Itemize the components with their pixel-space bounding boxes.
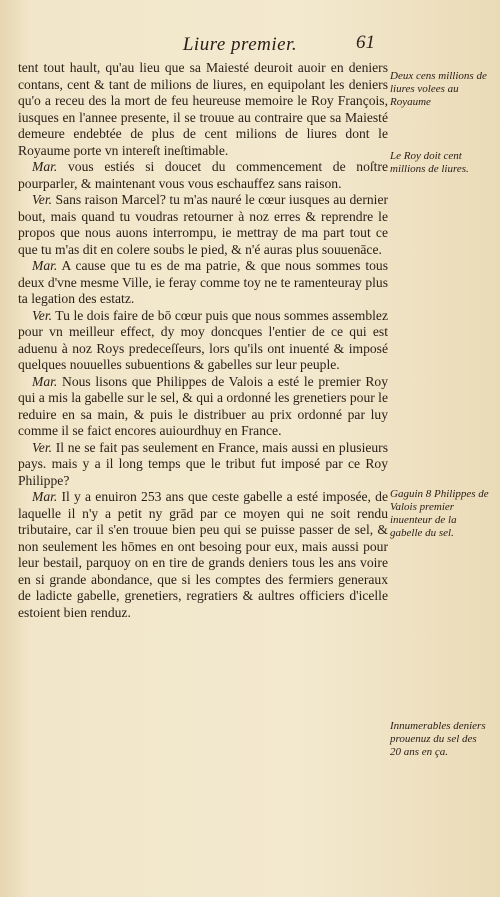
speaker-label: Mar. [32, 159, 58, 174]
running-title: Liure premier. [182, 34, 298, 55]
paragraph-text: Tu le dois faire de bō cœur puis que nous sommes assemblez pour vn meilleur effect, dy moy doncques l'entier de ce qui est aduenu à noz Roys predeceſſeurs, lors qu'ils ont inuenté & imposé quelques nouuelles subuentions & gabelles sur leur peuple. [18, 307, 388, 372]
paragraph-text: Il y a enuiron 253 ans que ceste gabelle a esté imposée, de laquelle il n'y a petit ny grād par ce moyen qui ne soit rendu tributaire, car il s'en trouue bien peu qui se puisse passer de sel, & non seulement les hōmes en ont besoing pour eux, mais aussi pour leur bestail, parquoy on en tire de grands deniers tous les ans voire en si grande abondance, que si les comptes des fermiers generaux de ladicte gabelle, grenetiers, regratiers & aultres officiers d'icelle estoient bien renduz. [18, 489, 388, 620]
paragraph-text: Sans raison Marcel? tu m'as nauré le cœur iusques au dernier bout, mais quand tu voudras retourner à noz erres & reprendre le propos que nous auons interrompu, ie mettray de ma part tout ce que tu m'as dit en colere soubs le pied, & n'é auras plus souuenāce. [18, 192, 389, 257]
paragraph-text: A cause que tu es de ma patrie, & que nous sommes tous deux d'vne mesme Ville, ie feray comme toy ne te ramenteuray plus ta legation des estatz. [18, 258, 388, 306]
paragraph [18, 258, 388, 308]
speaker-label: Mar. [32, 373, 58, 389]
side-note: Le Roy doit cent millions de liures. [390, 150, 469, 175]
side-note: Deux cens millions de liures volees au Royaume [390, 70, 487, 108]
speaker-label: Mar. [32, 489, 58, 504]
paragraph-text: tent tout hault, qu'au lieu que sa Maiesté deuroit auoir en deniers contans, cent & tant de milions de liures, en equipolant les deniers qu'o a receu des la mort de feu heureuse memoire le Roy François, iusques en l'annee presente, il se trouue au contraire que sa Maiesté demeure endebtée de plus de cent milions de liures dont le Royaume porte vn intereſt ineſtimable. [18, 60, 388, 158]
main-text [18, 60, 388, 621]
side-note: Gaguin 8 Philippes de Valois premier inuenteur de la gabelle du sel. [390, 488, 489, 539]
paragraph [18, 374, 388, 440]
paragraph-text: vous estiés si doucet du commencement de noſtre pourparler, & maintenant vous vous eschauffez sans raison. [18, 159, 388, 191]
speaker-label: Ver. [32, 439, 53, 455]
paragraph [18, 60, 388, 159]
paragraph [18, 489, 388, 621]
paragraph [18, 159, 388, 192]
speaker-label: Ver. [32, 192, 53, 207]
speaker-label: Mar. [32, 258, 58, 273]
paragraph [18, 440, 388, 490]
paragraph [18, 192, 388, 258]
paragraph-text: Nous lisons que Philippes de Valois a esté le premier Roy qui a mis la gabelle sur le sel, & qui a ordonné les grenetiers pour le reduire en sa main, & puis le distribuer au prix ordonné par luy comme il se faict encores auiourdhuy en France. [18, 373, 388, 438]
page-number: 61 [356, 32, 375, 53]
paragraph-text: Il ne se fait pas seulement en France, mais aussi en plusieurs pays. mais y a il long temps que le tribut fut imposé par ce Roy Philippe? [18, 439, 388, 488]
paragraph [18, 308, 388, 374]
speaker-label: Ver. [32, 307, 53, 323]
side-note: Innumerables deniers prouenuz du sel des 20 ans en ça. [390, 720, 486, 758]
